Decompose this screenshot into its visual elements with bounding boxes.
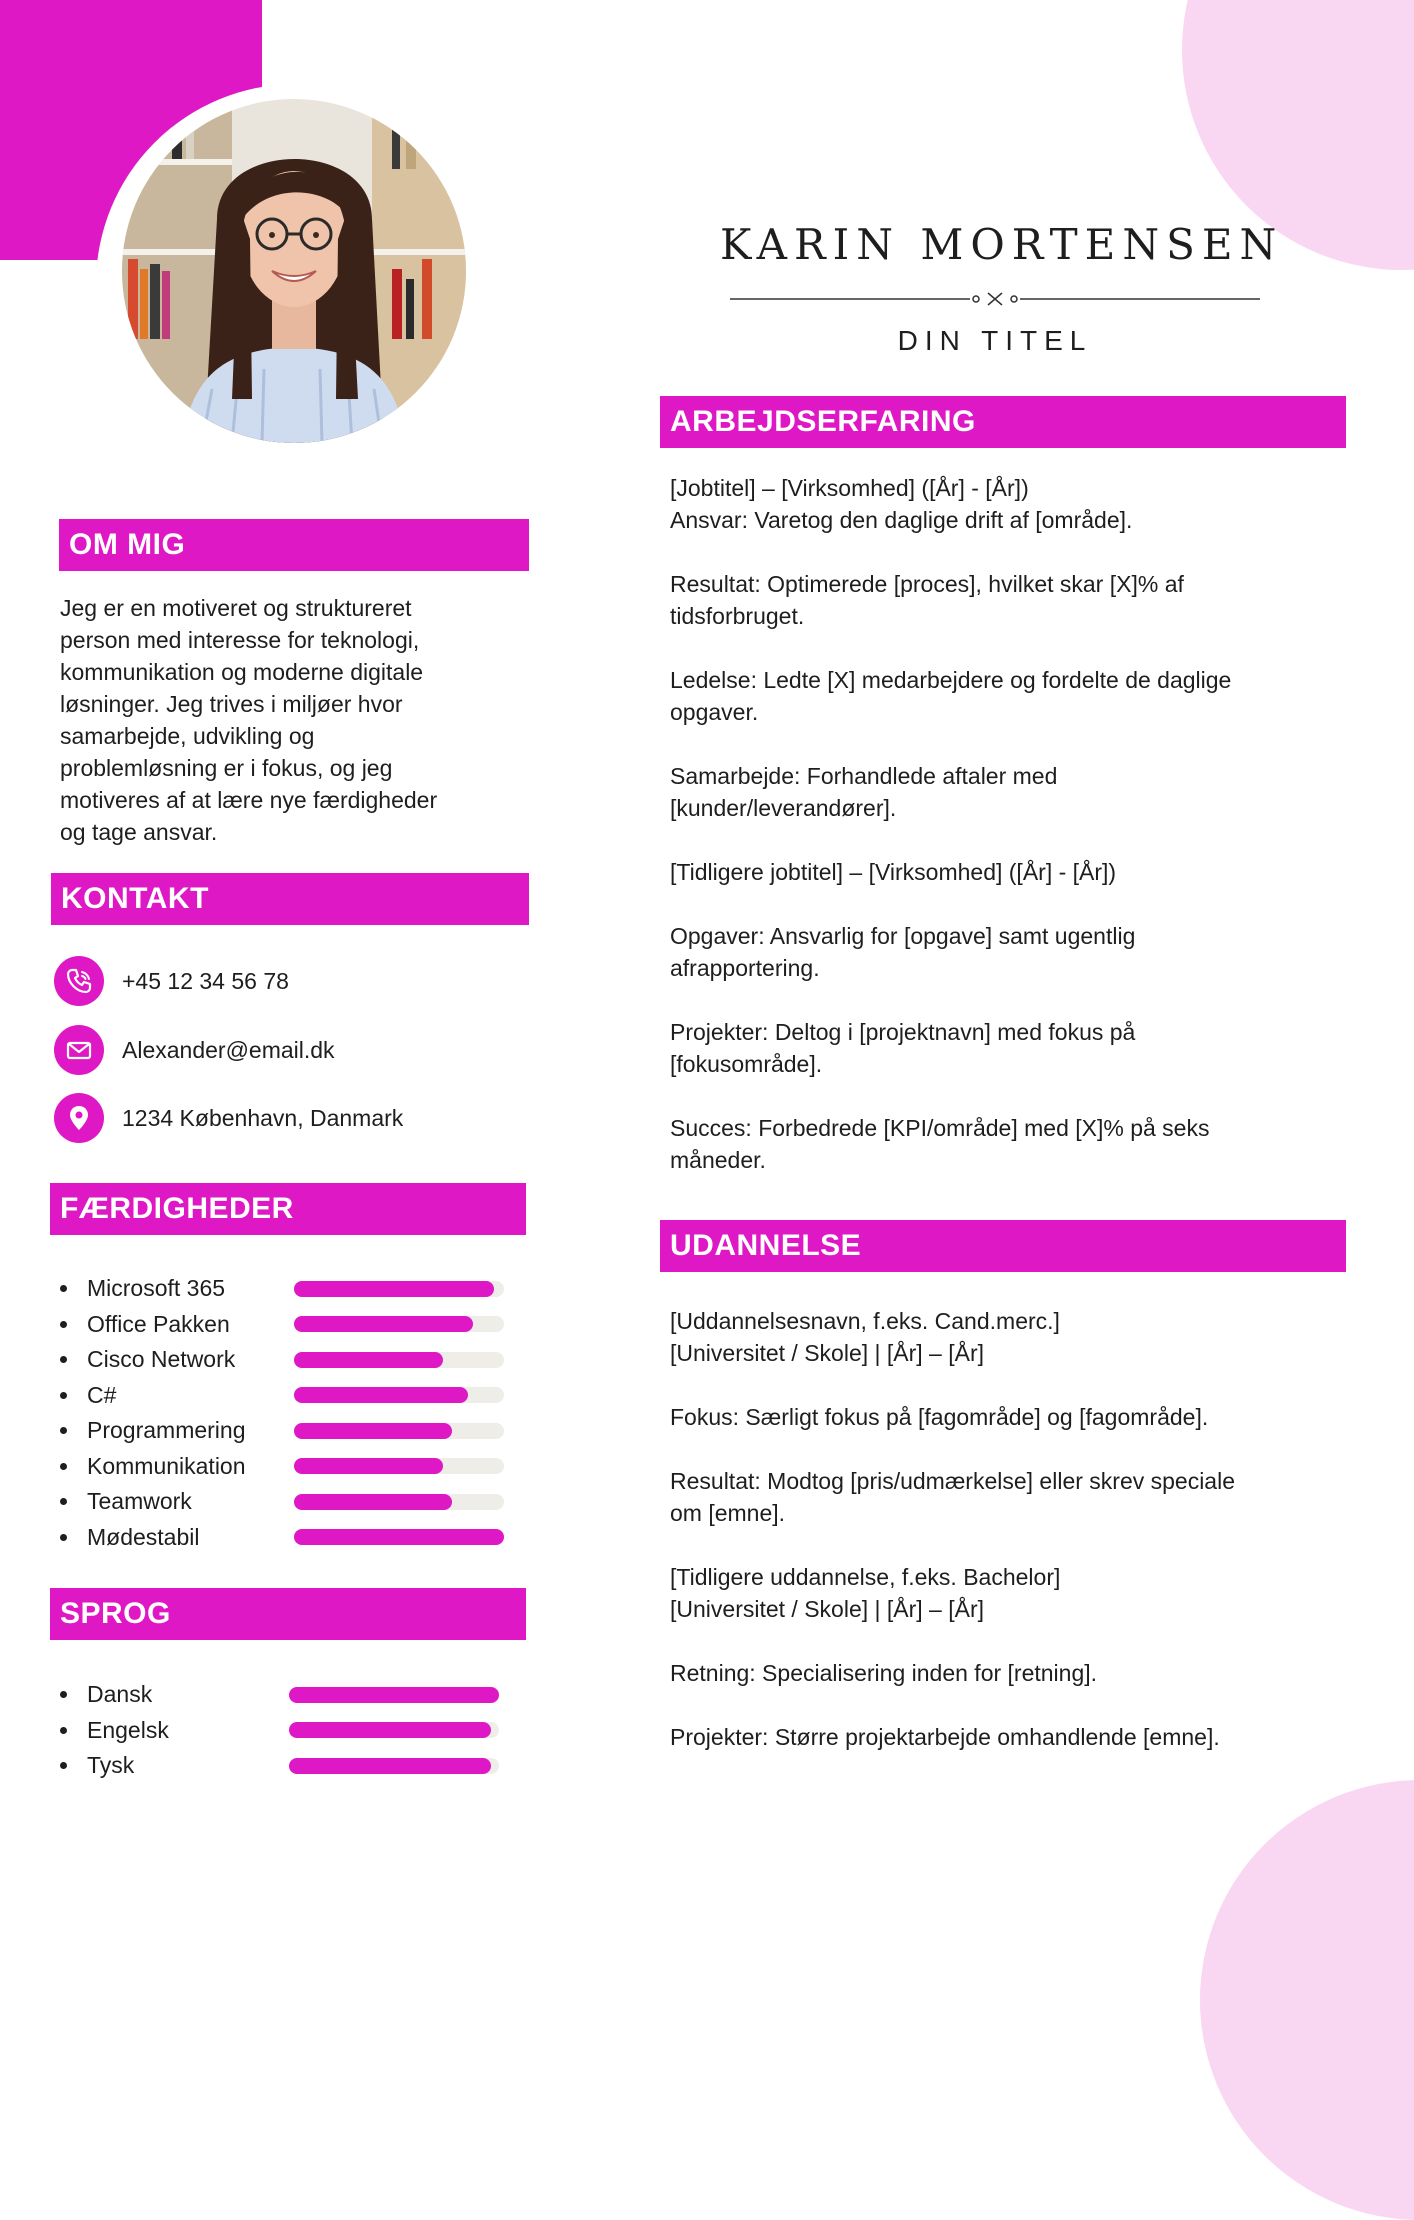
about-line: Jeg er en motiveret og struktureret — [60, 595, 412, 621]
skills-label: Programmering — [87, 1417, 246, 1444]
education-line: [Universitet / Skole] | [År] – [År] — [670, 1596, 985, 1622]
bullet-icon — [60, 1427, 67, 1434]
profile-photo — [122, 99, 466, 443]
decorative-circle-bottom-right — [1200, 1780, 1414, 2220]
skills-bar-fill — [294, 1281, 494, 1297]
bullet-icon — [60, 1498, 67, 1505]
skills-bar-track — [294, 1529, 504, 1545]
skills-item — [60, 1413, 293, 1449]
education-entry — [670, 1401, 1346, 1433]
contact-phone[interactable]: +45 12 34 56 78 — [122, 967, 289, 994]
skills-heading: FÆRDIGHEDER — [50, 1183, 526, 1235]
bullet-icon — [60, 1463, 67, 1470]
about-line: motiveres af at lære nye færdigheder — [60, 787, 438, 813]
mail-icon — [54, 1025, 104, 1075]
experience-line: [Jobtitel] – [Virksomhed] ([År] - [År]) — [670, 475, 1029, 501]
experience-line: Samarbejde: Forhandlede aftaler med — [670, 763, 1058, 789]
skills-bar-fill — [294, 1316, 473, 1332]
skills-bar-track — [294, 1316, 504, 1332]
skills-label: Microsoft 365 — [87, 1275, 226, 1302]
languages-bar-track — [289, 1722, 499, 1738]
skills-bar-track — [294, 1352, 504, 1368]
bullet-icon — [60, 1321, 67, 1328]
about-heading: OM MIG — [59, 519, 529, 571]
skills-item — [60, 1378, 293, 1414]
profile-photo-illustration — [122, 99, 466, 443]
skills-item — [60, 1484, 293, 1520]
about-line: problemløsning er i fokus, og jeg — [60, 755, 393, 781]
education-line: [Tidligere uddannelse, f.eks. Bachelor] — [670, 1564, 1061, 1590]
experience-entry — [670, 1112, 1346, 1176]
education-entry — [670, 1721, 1346, 1753]
experience-entry — [670, 568, 1346, 632]
about-text — [60, 592, 520, 848]
skills-bar-track — [294, 1387, 504, 1403]
languages-label: Engelsk — [87, 1716, 169, 1743]
skills-bar-fill — [294, 1423, 452, 1439]
languages-item — [60, 1713, 293, 1749]
experience-line: [kunder/leverandører]. — [670, 795, 897, 821]
about-line: og tage ansvar. — [60, 819, 218, 845]
bullet-icon — [60, 1727, 67, 1734]
education-line: [Uddannelsesnavn, f.eks. Cand.merc.] — [670, 1308, 1060, 1334]
education-entry — [670, 1465, 1346, 1529]
skills-label: Cisco Network — [87, 1346, 236, 1373]
experience-line: Resultat: Optimerede [proces], hvilket skar [X]% af — [670, 571, 1184, 597]
experience-entry — [670, 1016, 1346, 1080]
contact-phone-row — [54, 955, 289, 1007]
ornament-divider — [730, 289, 1260, 309]
about-line: kommunikation og moderne digitale — [60, 659, 424, 685]
languages-bar-fill — [289, 1687, 499, 1703]
education-line: Resultat: Modtog [pris/udmærkelse] eller skrev speciale — [670, 1468, 1236, 1494]
person-name: KARIN MORTENSEN — [720, 220, 1284, 269]
languages-bar-track — [289, 1687, 499, 1703]
skills-bar-fill — [294, 1494, 452, 1510]
languages-label: Dansk — [87, 1681, 153, 1708]
education-line: [Universitet / Skole] | [År] – [År] — [670, 1340, 985, 1366]
skills-label: Teamwork — [87, 1488, 192, 1515]
contact-address: 1234 København, Danmark — [122, 1104, 404, 1131]
education-line: Retning: Specialisering inden for [retning]. — [670, 1660, 1098, 1686]
about-line: person med interesse for teknologi, — [60, 627, 420, 653]
experience-entry — [670, 920, 1346, 984]
skills-item — [60, 1307, 293, 1343]
languages-bar-track — [289, 1758, 499, 1774]
skills-label: Office Pakken — [87, 1310, 230, 1337]
experience-entry — [670, 664, 1346, 728]
languages-bar-fill — [289, 1758, 491, 1774]
skills-bar-fill — [294, 1458, 443, 1474]
education-text — [670, 1305, 1346, 1785]
skills-bar-track — [294, 1423, 504, 1439]
skills-bar-fill — [294, 1352, 443, 1368]
education-entry — [670, 1657, 1346, 1689]
skills-item — [60, 1520, 293, 1556]
skills-bar-track — [294, 1494, 504, 1510]
skills-item — [60, 1449, 293, 1485]
contact-email[interactable]: Alexander@email.dk — [122, 1036, 335, 1063]
bullet-icon — [60, 1285, 67, 1292]
skills-bar-fill — [294, 1387, 468, 1403]
education-entry — [670, 1561, 1346, 1625]
skills-bar-track — [294, 1281, 504, 1297]
experience-line: afrapportering. — [670, 955, 820, 981]
languages-item — [60, 1748, 293, 1784]
languages-item — [60, 1677, 293, 1713]
bullet-icon — [60, 1762, 67, 1769]
experience-line: Opgaver: Ansvarlig for [opgave] samt ugentlig — [670, 923, 1136, 949]
experience-line: Ledelse: Ledte [X] medarbejdere og fordelte de daglige — [670, 667, 1232, 693]
experience-line: Succes: Forbedrede [KPI/område] med [X]% på seks — [670, 1115, 1210, 1141]
education-heading: UDANNELSE — [660, 1220, 1346, 1272]
experience-line: [fokusområde]. — [670, 1051, 823, 1077]
contact-heading: KONTAKT — [51, 873, 529, 925]
languages-bar-fill — [289, 1722, 491, 1738]
languages-list — [60, 1677, 293, 1784]
languages-heading: SPROG — [50, 1588, 526, 1640]
contact-address-row — [54, 1092, 403, 1144]
experience-line: [Tidligere jobtitel] – [Virksomhed] ([År] - [År]) — [670, 859, 1117, 885]
bullet-icon — [60, 1392, 67, 1399]
education-line: om [emne]. — [670, 1500, 786, 1526]
bullet-icon — [60, 1534, 67, 1541]
experience-line: opgaver. — [670, 699, 759, 725]
skills-label: C# — [87, 1381, 117, 1408]
experience-text — [670, 472, 1346, 1208]
about-line: samarbejde, udvikling og — [60, 723, 315, 749]
skills-item — [60, 1342, 293, 1378]
experience-heading: ARBEJDSERFARING — [660, 396, 1346, 448]
experience-line: Ansvar: Varetog den daglige drift af [område]. — [670, 507, 1133, 533]
skills-label: Mødestabil — [87, 1523, 200, 1550]
about-line: løsninger. Jeg trives i miljøer hvor — [60, 691, 403, 717]
languages-label: Tysk — [87, 1752, 135, 1779]
bullet-icon — [60, 1691, 67, 1698]
phone-icon — [54, 956, 104, 1006]
experience-line: måneder. — [670, 1147, 766, 1173]
education-line: Projekter: Større projektarbejde omhandlende [emne]. — [670, 1724, 1220, 1750]
bullet-icon — [60, 1356, 67, 1363]
experience-entry — [670, 856, 1346, 888]
name-block — [720, 220, 1284, 357]
skills-bar-fill — [294, 1529, 504, 1545]
education-line: Fokus: Særligt fokus på [fagområde] og [fagområde]. — [670, 1404, 1209, 1430]
skills-label: Kommunikation — [87, 1452, 246, 1479]
experience-line: tidsforbruget. — [670, 603, 805, 629]
skills-item — [60, 1271, 293, 1307]
location-pin-icon — [54, 1093, 104, 1143]
skills-list — [60, 1271, 293, 1555]
experience-entry — [670, 760, 1346, 824]
experience-entry — [670, 472, 1346, 536]
contact-email-row — [54, 1024, 335, 1076]
job-title: DIN TITEL — [897, 325, 1093, 356]
experience-line: Projekter: Deltog i [projektnavn] med fokus på — [670, 1019, 1136, 1045]
education-entry — [670, 1305, 1346, 1369]
skills-bar-track — [294, 1458, 504, 1474]
